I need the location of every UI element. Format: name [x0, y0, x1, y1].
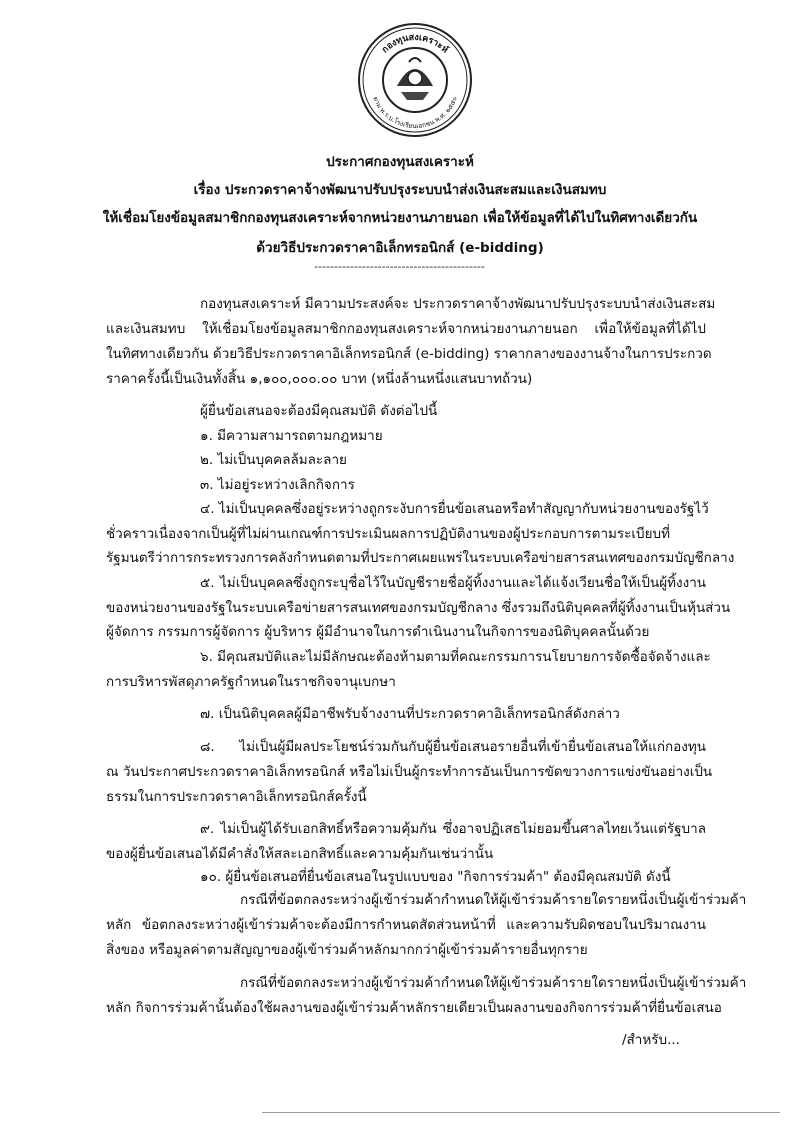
qualification-4-line-2: ชั่วคราวเนื่องจากเป็นผู้ที่ไม่ผ่านเกณฑ์การประเมินผลการปฏิบัติงานของผู้ประกอบการตามระเบียบที่ — [106, 526, 670, 542]
qualification-2: ๒. ไม่เป็นบุคคลล้มละลาย — [200, 452, 347, 468]
qualification-4-line-3: รัฐมนตรีว่าการกระทรวงการคลังกำหนดตามที่ประกาศเผยแพร่ในระบบเครือข่ายสารสนเทศของกรมบัญชีกลาง — [106, 550, 735, 566]
qualification-5-line-3: ผู้จัดการ กรรมการผู้จัดการ ผู้บริหาร ผู้มีอำนาจในการดำเนินงานในกิจการของนิติบุคคลนั้นด้วย — [106, 624, 650, 640]
qualification-8-line-3: ธรรมในการประกวดราคาอิเล็กทรอนิกส์ครั้งนี้ — [106, 789, 367, 805]
intro-line-2: และเงินสมทบ ให้เชื่อมโยงข้อมูลสมาชิกกองทุนสงเคราะห์จากหน่วยงานภายนอก เพื่อให้ข้อมูลที่ได้ไป — [106, 321, 706, 337]
qualification-5-line-2: ของหน่วยงานของรัฐในระบบเครือข่ายสารสนเทศของกรมบัญชีกลาง ซึ่งรวมถึงนิติบุคคลที่ผู้ทิ้งงานเป็นหุ้นส่วน — [106, 600, 731, 616]
intro-line-4: ราคาครั้งนี้เป็นเงินทั้งสิ้น ๑,๑๐๐,๐๐๐.๐๐ บาท (หนึ่งล้านหนึ่งแสนบาทถ้วน) — [106, 371, 533, 387]
qualification-5-line-1: ๕. ไม่เป็นบุคคลซึ่งถูกระบุชื่อไว้ในบัญชีรายชื่อผู้ทิ้งงานและได้แจ้งเวียนชื่อให้เป็นผู้ทิ้งงาน — [200, 575, 706, 591]
joint-venture-case-2-line-1: กรณีที่ข้อตกลงระหว่างผู้เข้าร่วมค้ากำหนดให้ผู้เข้าร่วมค้ารายใดรายหนึ่งเป็นผู้เข้าร่วมค้า — [240, 975, 747, 991]
qualification-3: ๓. ไม่อยู่ระหว่างเลิกกิจการ — [200, 477, 355, 493]
qualification-10: ๑๐. ผู้ยื่นข้อเสนอที่ยื่นข้อเสนอในรูปแบบของ "กิจการร่วมค้า" ต้องมีคุณสมบัติ ดังนี้ — [200, 869, 671, 885]
announcement-title: ประกาศกองทุนสงเคราะห์ — [326, 154, 474, 170]
qualification-7: ๗. เป็นนิติบุคคลผู้มีอาชีพรับจ้างงานที่ประกวดราคาอิเล็กทรอนิกส์ดังกล่าว — [200, 706, 620, 722]
intro-line-1: กองทุนสงเคราะห์ มีความประสงค์จะ ประกวดราคาจ้างพัฒนาปรับปรุงระบบนำส่งเงินสะสม — [200, 296, 716, 312]
qualification-6-line-1: ๖. มีคุณสมบัติและไม่มีลักษณะต้องห้ามตามที่คณะกรรมการนโยบายการจัดซื้อจัดจ้างและ — [200, 649, 711, 665]
footer-rule — [262, 1112, 780, 1113]
joint-venture-case-1-line-3: สิ่งของ หรือมูลค่าตามสัญญาของผู้เข้าร่วมค้าหลักมากกว่าผู้เข้าร่วมค้ารายอื่นทุกราย — [106, 942, 588, 958]
fund-seal-logo — [357, 22, 473, 138]
qualification-6-line-2: การบริหารพัสดุภาครัฐกำหนดในราชกิจจานุเบกษา — [106, 674, 396, 690]
seal-bottom-text: ตาม พ.ร.บ.โรงเรียนเอกชน พ.ศ. ๒๕๕๐ — [371, 95, 459, 131]
qualification-1: ๑. มีความสามารถตามกฎหมาย — [200, 428, 383, 444]
qualification-4-line-1: ๔. ไม่เป็นบุคคลซึ่งอยู่ระหว่างถูกระงับการยื่นข้อเสนอหรือทำสัญญากับหน่วยงานของรัฐไว้ — [200, 501, 709, 517]
continuation-marker: /สำหรับ... — [622, 1032, 680, 1048]
joint-venture-case-1-line-2: หลัก ข้อตกลงระหว่างผู้เข้าร่วมค้าจะต้องมีการกำหนดสัดส่วนหน้าที่ และความรับผิดชอบในปริมาณงาน — [106, 917, 706, 933]
subject-line-3: ด้วยวิธีประกวดราคาอิเล็กทรอนิกส์ (e-bidding) — [256, 240, 544, 256]
subject-line-2: ให้เชื่อมโยงข้อมูลสมาชิกกองทุนสงเคราะห์จากหน่วยงานภายนอก เพื่อให้ข้อมูลที่ได้ไปในทิศทางเดียวกัน — [102, 210, 698, 226]
svg-text:กองทุนสงเคราะห์ — [380, 33, 451, 56]
qualifications-lead: ผู้ยื่นข้อเสนอจะต้องมีคุณสมบัติ ดังต่อไปนี้ — [200, 403, 438, 419]
joint-venture-case-2-line-2: หลัก กิจการร่วมค้านั้นต้องใช้ผลงานของผู้เข้าร่วมค้าหลักรายเดียวเป็นผลงานของกิจการร่วมค้าที่ยื่นข้อเสนอ — [106, 1000, 722, 1016]
qualification-8-line-1: ๘. ไม่เป็นผู้มีผลประโยชน์ร่วมกันกับผู้ยื่นข้อเสนอรายอื่นที่เข้ายื่นข้อเสนอให้แก่กองทุน — [200, 739, 706, 755]
heading-divider: ------------------------------------------- — [314, 260, 485, 273]
qualification-9-line-2: ของผู้ยื่นข้อเสนอได้มีคำสั่งให้สละเอกสิทธิ์และความคุ้มกันเช่นว่านั้น — [106, 846, 494, 862]
joint-venture-case-1-line-1: กรณีที่ข้อตกลงระหว่างผู้เข้าร่วมค้ากำหนดให้ผู้เข้าร่วมค้ารายใดรายหนึ่งเป็นผู้เข้าร่วมค้า — [240, 892, 747, 908]
intro-line-3: ในทิศทางเดียวกัน ด้วยวิธีประกวดราคาอิเล็กทรอนิกส์ (e-bidding) ราคากลางของงานจ้างในการประกวด — [106, 346, 712, 362]
subject-line-1: เรื่อง ประกวดราคาจ้างพัฒนาปรับปรุงระบบนำส่งเงินสะสมและเงินสมทบ — [193, 182, 607, 198]
qualification-9-line-1: ๙. ไม่เป็นผู้ได้รับเอกสิทธิ์หรือความคุ้มกัน ซึ่งอาจปฏิเสธไม่ยอมขึ้นศาลไทยเว้นแต่รัฐบาล — [200, 821, 706, 837]
qualification-8-line-2: ณ วันประกาศประกวดราคาอิเล็กทรอนิกส์ หรือไม่เป็นผู้กระทำการอันเป็นการขัดขวางการแข่งขันอย่างเป็น — [106, 764, 713, 780]
seal-top-text: กองทุนสงเคราะห์ — [380, 32, 450, 56]
